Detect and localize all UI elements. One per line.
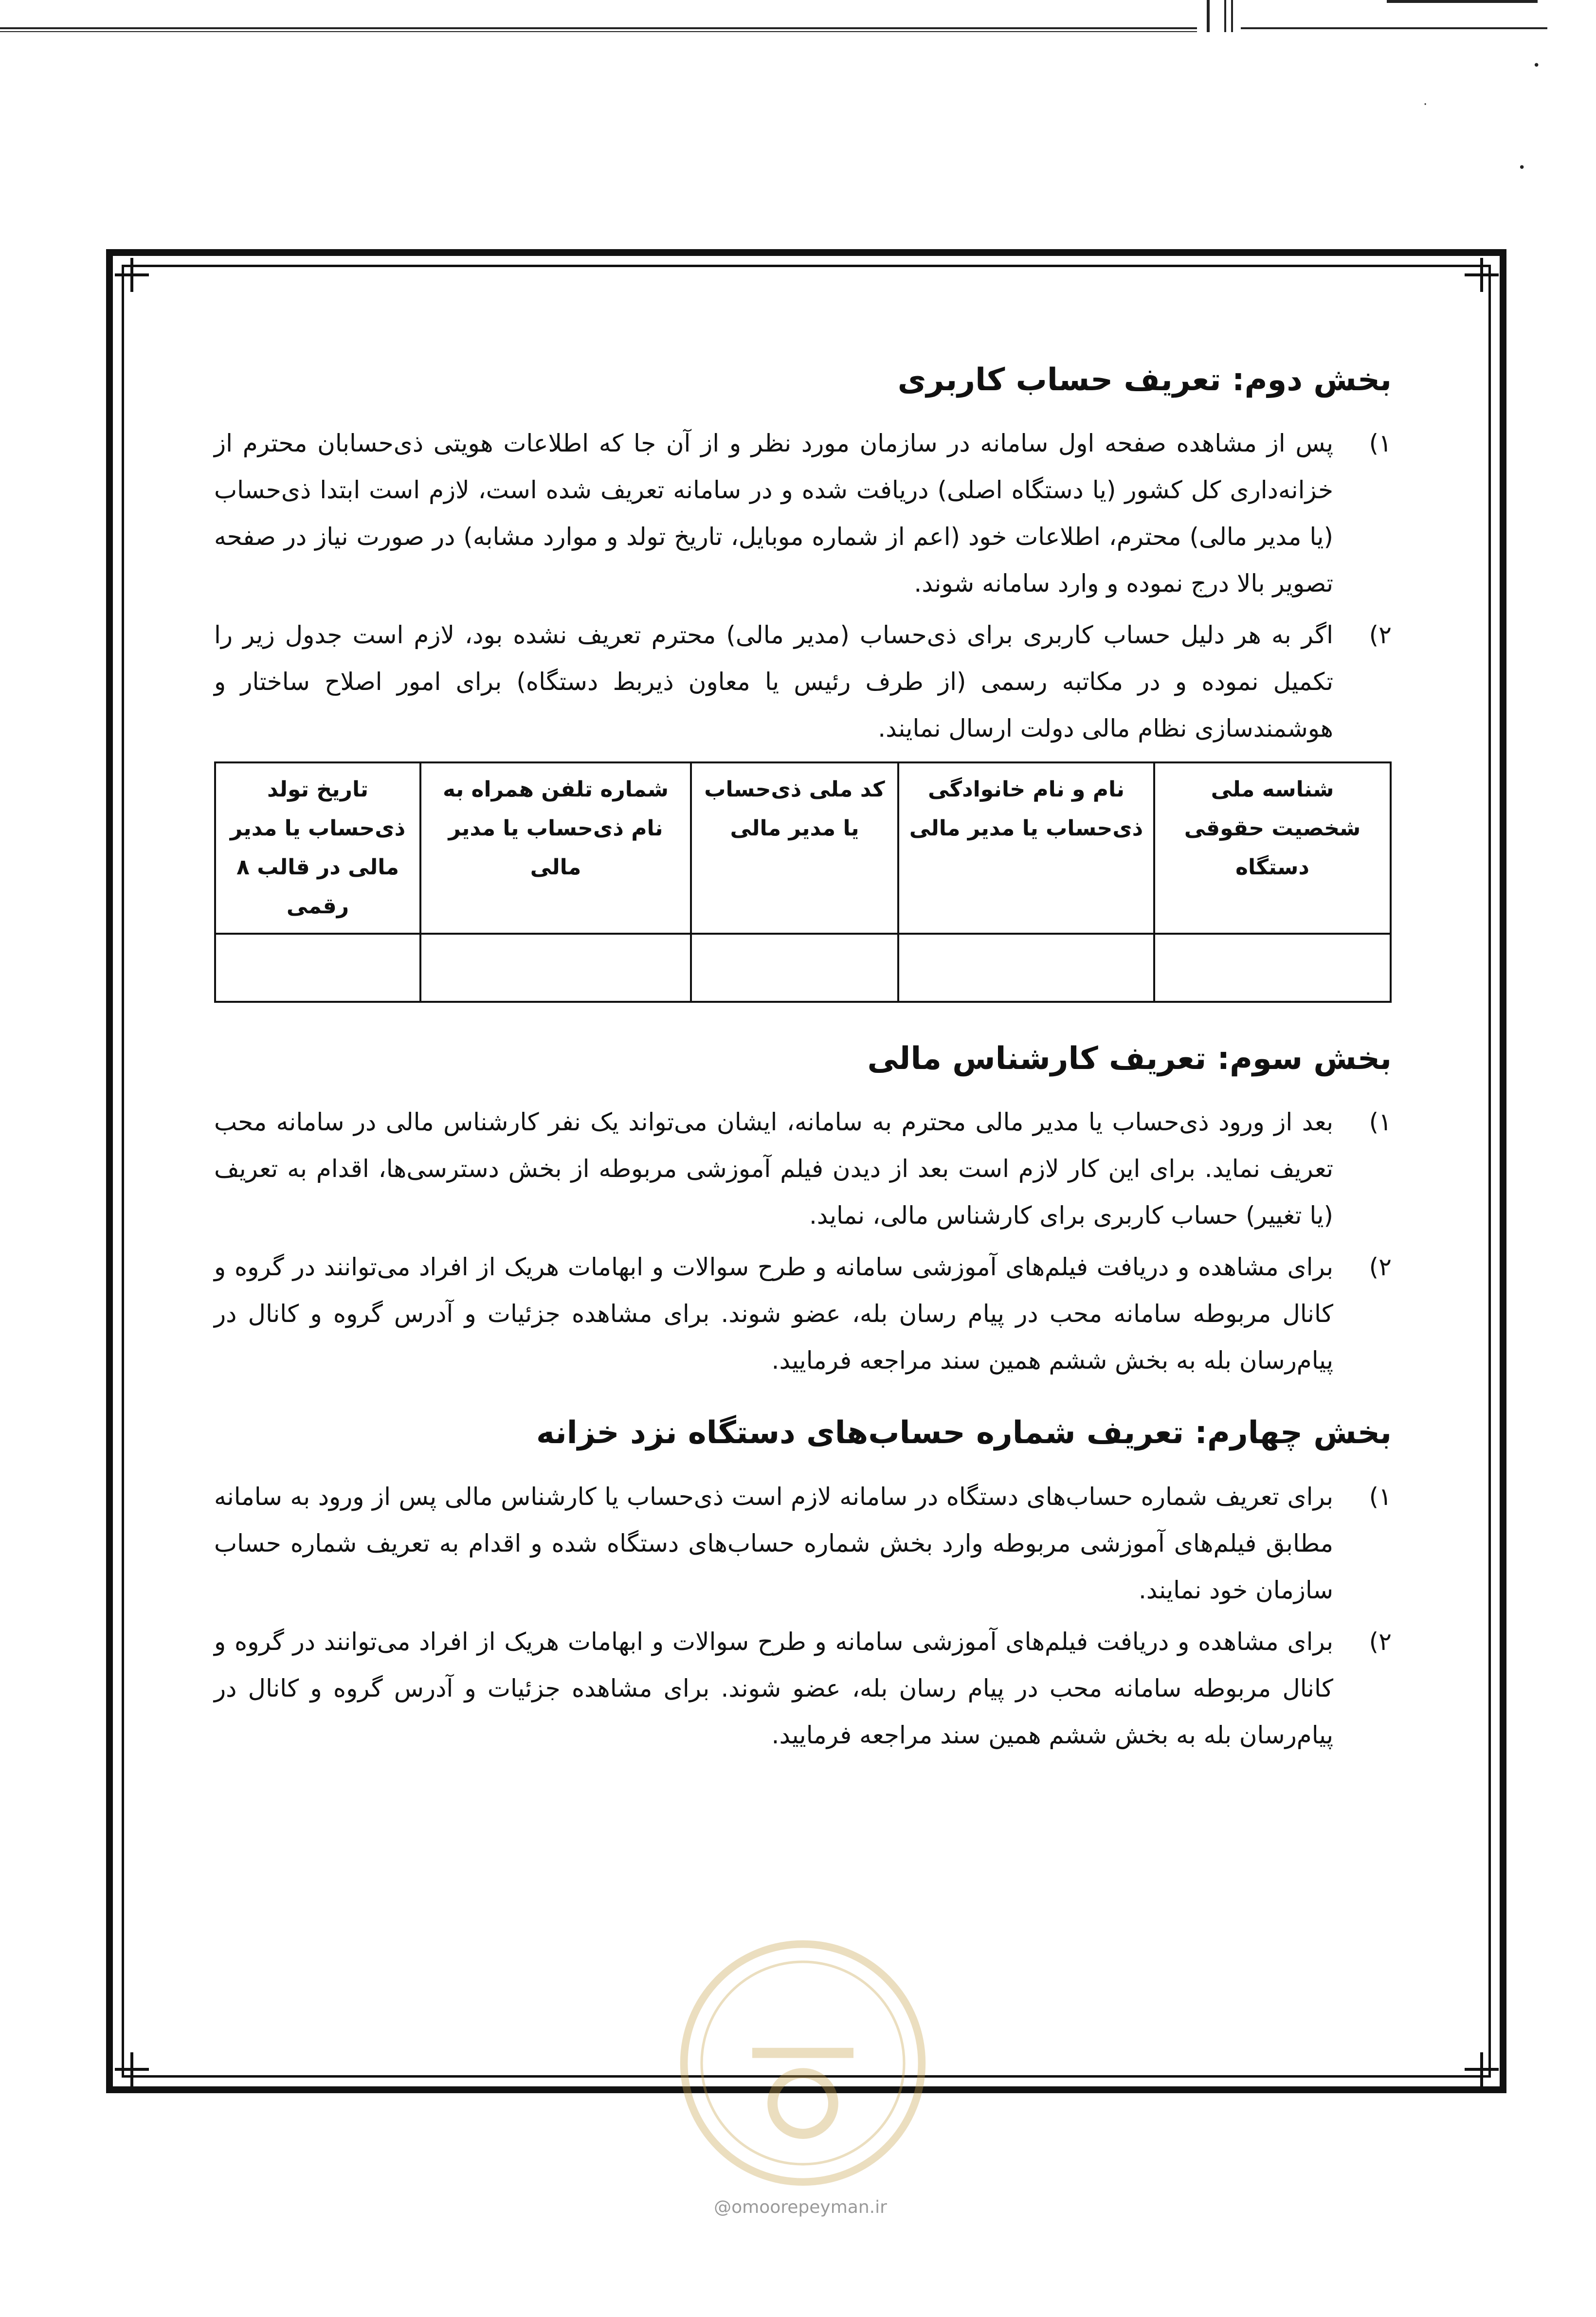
item-number: ۲)	[1369, 621, 1392, 650]
table-header-row	[215, 762, 1391, 934]
item-text: برای تعریف شماره حساب‌های دستگاه در سامانه لازم است ذی‌حساب یا کارشناس مالی پس از ورود به سامانه مطابق فیلم‌های آموزشی مربوطه وارد بخش شماره حساب‌های دستگاه شده و اقدام به تعریف شماره حساب سازمان خود نمایند.	[214, 1482, 1333, 1604]
section-list	[214, 420, 1392, 752]
item-number: ۱)	[1369, 1482, 1392, 1511]
watermark-text: @omoorepeyman.ir	[714, 2197, 887, 2217]
list-item	[214, 420, 1392, 607]
scan-mark: •	[1533, 58, 1541, 73]
table-cell-empty[interactable]	[420, 934, 691, 1002]
table-header-cell: تاریخ تولد ذی‌حساب یا مدیر مالی در قالب ۸ رقمی	[215, 762, 420, 934]
item-number: ۲)	[1369, 1627, 1392, 1656]
scan-mark: •	[1518, 161, 1526, 175]
scan-line	[0, 31, 1197, 32]
table-header-cell: شناسه ملی شخصیت حقوقی دستگاه	[1154, 762, 1391, 934]
table-cell-empty[interactable]	[1154, 934, 1391, 1002]
table-header-cell: شماره تلفن همراه به نام ذی‌حساب یا مدیر مالی	[420, 762, 691, 934]
item-text: پس از مشاهده صفحه اول سامانه در سازمان مورد نظر و از آن جا که اطلاعات هویتی ذی‌حسابان محترم از خزانه‌داری کل کشور (یا دستگاه اصلی) دریافت شده و در سامانه تعریف شده است، لازم است ابتدا ذی‌حساب (یا مدیر مالی) محترم، اطلاعات خود (اعم از شماره موبایل، تاریخ تولد و موارد مشابه) در صورت نیاز در صفحه تصویر بالا درج نموده و وارد سامانه شوند.	[214, 429, 1333, 598]
item-number: ۲)	[1369, 1253, 1392, 1282]
frame-corner-ornament	[1465, 2052, 1499, 2086]
frame-corner-ornament	[1465, 258, 1499, 292]
section-list	[214, 1099, 1392, 1384]
section-title: بخش سوم: تعریف کارشناس مالی	[867, 1041, 1392, 1077]
scan-line	[1231, 0, 1233, 32]
item-text: برای مشاهده و دریافت فیلم‌های آموزشی سامانه و طرح سوالات و ابهامات هریک از افراد می‌توانند در گروه و کانال مربوطه سامانه محب در پیام رسان بله، عضو شوند. برای مشاهده جزئیات و آدرس گروه و کانال در پیام‌رسان بله به بخش ششم همین سند مراجعه فرمایید.	[214, 1627, 1333, 1749]
item-text: بعد از ورود ذی‌حساب یا مدیر مالی محترم به سامانه، ایشان می‌تواند یک نفر کارشناس مالی در سامانه محب تعریف نماید. برای این کار لازم است بعد از دیدن فیلم آموزشی مربوطه از بخش دسترسی‌ها، اقدام به تعریف (یا تغییر) حساب کاربری برای کارشناس مالی، نماید.	[214, 1108, 1333, 1230]
requirements-table	[214, 761, 1392, 1003]
list-item	[214, 612, 1392, 752]
item-number: ۱)	[1369, 429, 1392, 458]
list-item	[214, 1099, 1392, 1239]
item-number: ۱)	[1369, 1108, 1392, 1137]
item-text: اگر به هر دلیل حساب کاربری برای ذی‌حساب (مدیر مالی) محترم تعریف نشده بود، لازم است جدول زیر را تکمیل نموده و در مکاتبه رسمی (از طرف رئیس یا معاون ذیربط دستگاه) برای امور اصلاح ساختار و هوشمندسازی نظام مالی دولت ارسال نمایند.	[214, 621, 1333, 743]
table-header-cell: نام و نام خانوادگی ذی‌حساب یا مدیر مالی	[898, 762, 1154, 934]
list-item	[214, 1618, 1392, 1758]
scan-line	[1224, 0, 1226, 32]
table-header-cell: کد ملی ذی‌حساب یا مدیر مالی	[691, 762, 898, 934]
watermark-logo	[676, 1937, 929, 2190]
scan-line	[0, 27, 1197, 29]
list-item	[214, 1244, 1392, 1384]
list-item	[214, 1473, 1392, 1613]
table-cell-empty[interactable]	[215, 934, 420, 1002]
scan-line	[1387, 0, 1538, 3]
spacer	[214, 1003, 1392, 1039]
spacer	[214, 1389, 1392, 1413]
table-row	[215, 934, 1391, 1002]
section-title: بخش دوم: تعریف حساب کاربری	[897, 362, 1392, 398]
frame-corner-ornament	[115, 2052, 149, 2086]
section-title: بخش چهارم: تعریف شماره حساب‌های دستگاه نزد خزانه	[536, 1415, 1392, 1451]
scan-line	[1241, 27, 1547, 29]
table-cell-empty[interactable]	[691, 934, 898, 1002]
document-body	[214, 360, 1392, 1763]
frame-corner-ornament	[115, 258, 149, 292]
scan-header-artifact	[0, 0, 1596, 58]
item-text: برای مشاهده و دریافت فیلم‌های آموزشی سامانه و طرح سوالات و ابهامات هریک از افراد می‌توانند در گروه و کانال مربوطه سامانه محب در پیام رسان بله، عضو شوند. برای مشاهده جزئیات و آدرس گروه و کانال در پیام‌رسان بله به بخش ششم همین سند مراجعه فرمایید.	[214, 1253, 1333, 1375]
section-list	[214, 1473, 1392, 1758]
scan-mark: ·	[1423, 97, 1428, 112]
scan-line	[1207, 0, 1210, 32]
table-cell-empty[interactable]	[898, 934, 1154, 1002]
